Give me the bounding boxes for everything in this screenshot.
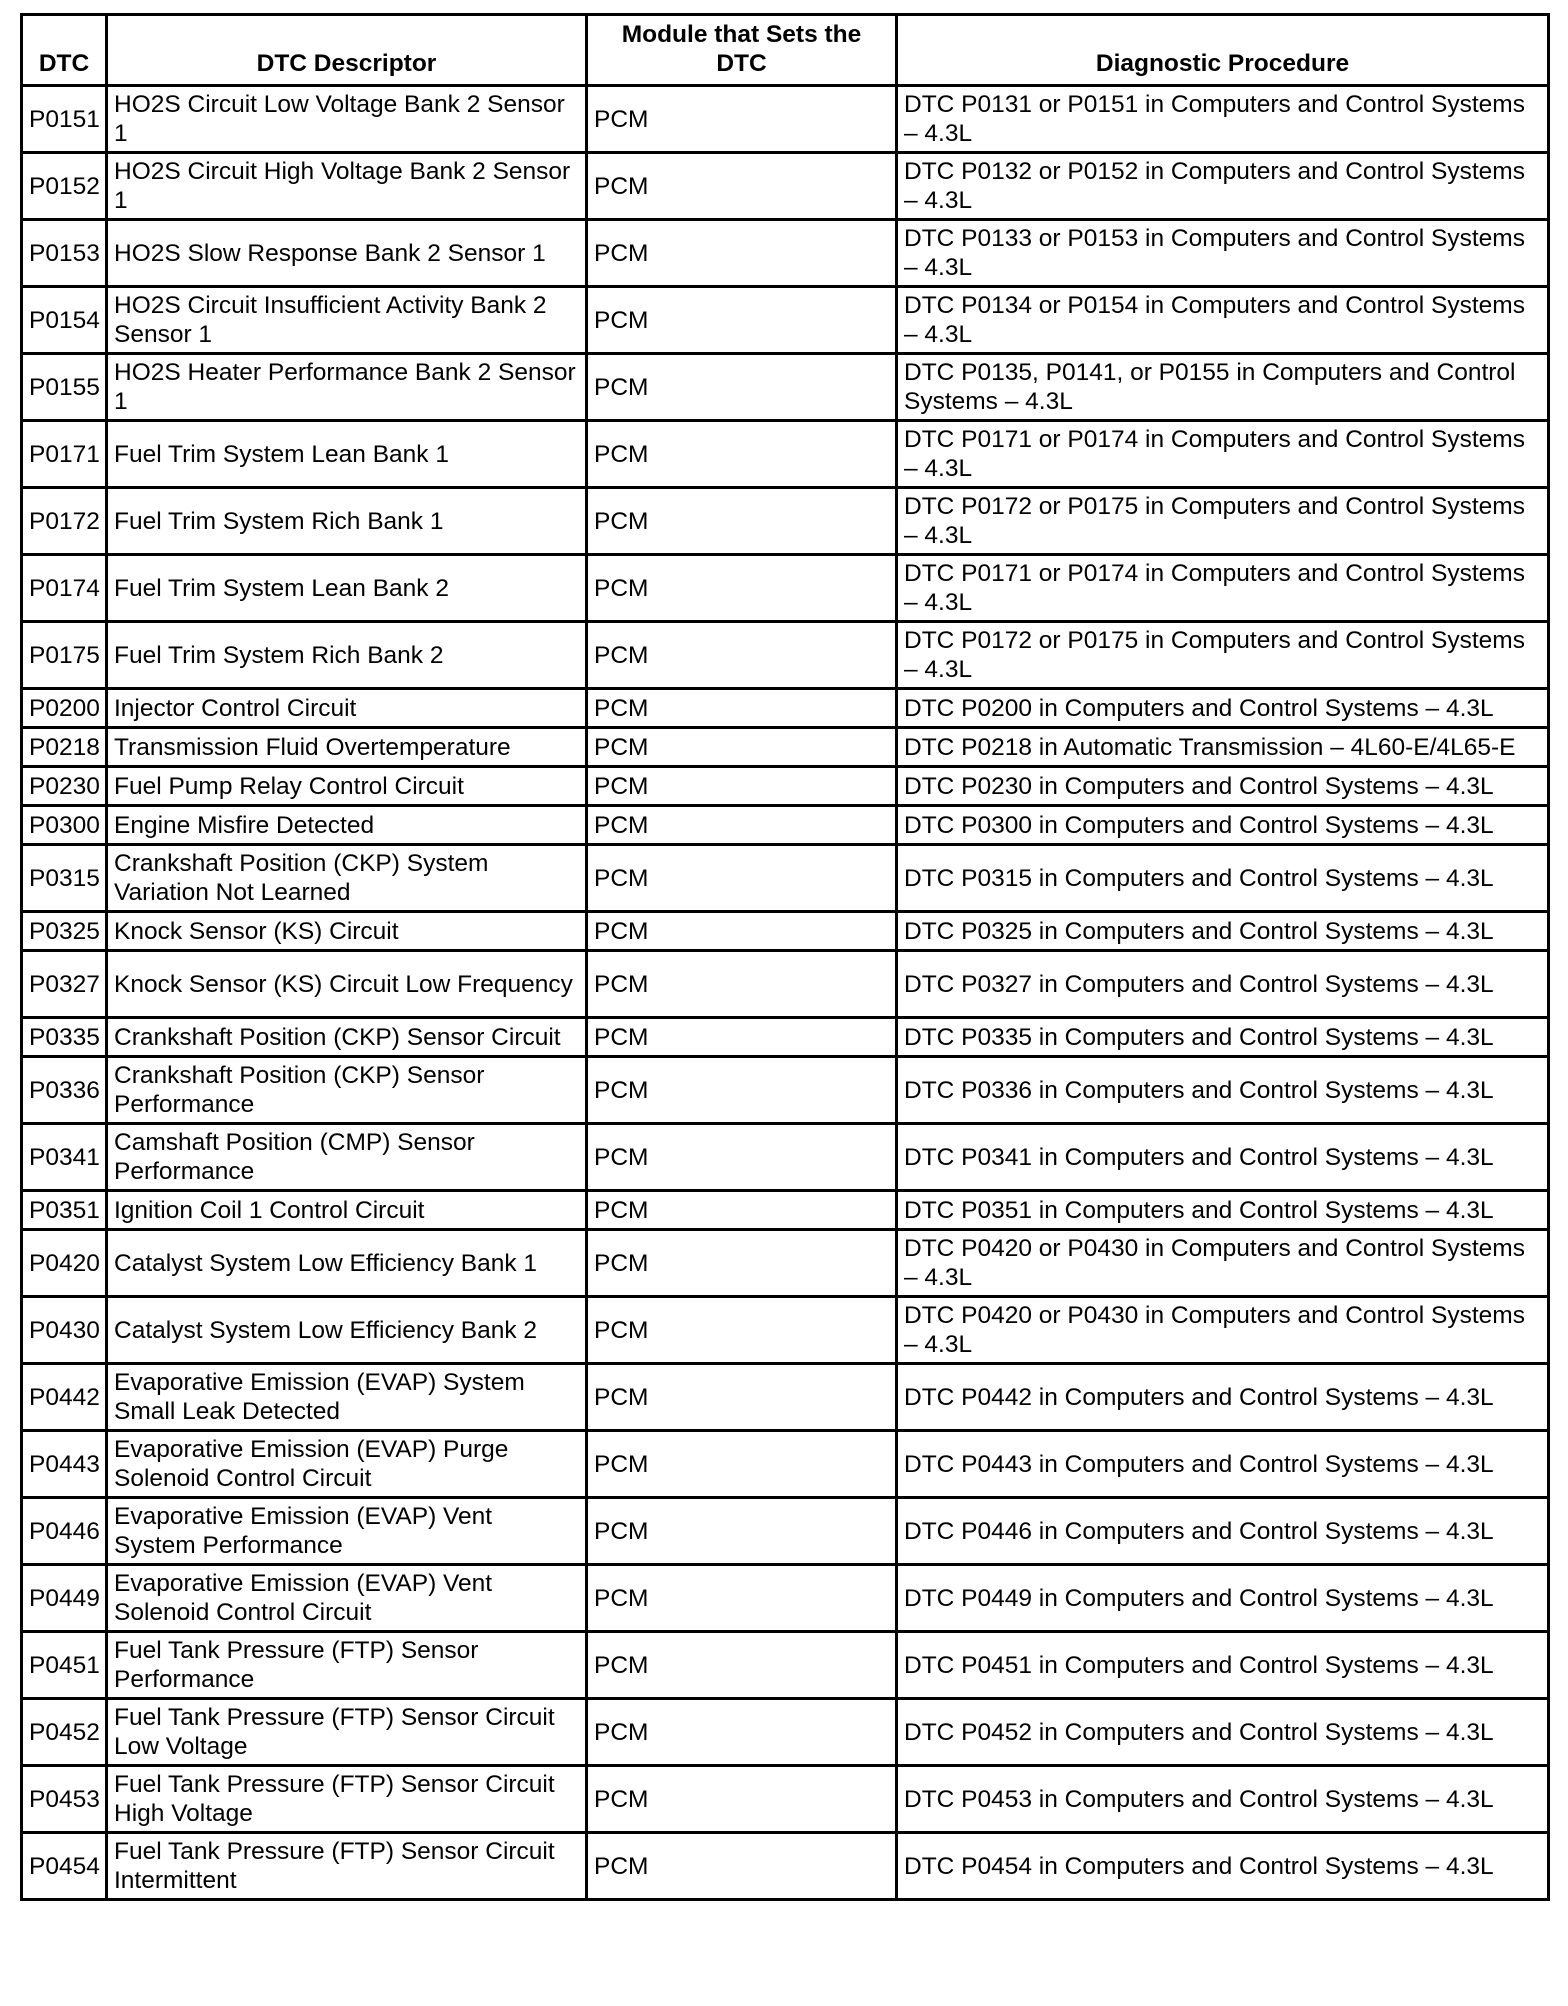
- table-row: [22, 287, 1549, 354]
- dtc-code-cell: P0175: [22, 622, 107, 689]
- dtc-code-cell: P0454: [22, 1833, 107, 1900]
- dtc-code-cell: P0154: [22, 287, 107, 354]
- table-row: [22, 728, 1549, 767]
- procedure-cell: DTC P0453 in Computers and Control Systems – 4.3L: [897, 1766, 1549, 1833]
- dtc-code-cell: P0442: [22, 1364, 107, 1431]
- dtc-descriptor-cell: Fuel Tank Pressure (FTP) Sensor Performance: [107, 1632, 587, 1699]
- table-row: [22, 1124, 1549, 1191]
- procedure-cell: DTC P0443 in Computers and Control Systems – 4.3L: [897, 1431, 1549, 1498]
- dtc-code-cell: P0449: [22, 1565, 107, 1632]
- dtc-descriptor-cell: Camshaft Position (CMP) Sensor Performance: [107, 1124, 587, 1191]
- dtc-descriptor-cell: Catalyst System Low Efficiency Bank 1: [107, 1230, 587, 1297]
- module-cell: PCM: [587, 220, 897, 287]
- module-cell: PCM: [587, 1018, 897, 1057]
- module-cell: PCM: [587, 1498, 897, 1565]
- module-cell: PCM: [587, 354, 897, 421]
- module-cell: PCM: [587, 767, 897, 806]
- procedure-cell: DTC P0300 in Computers and Control Systems – 4.3L: [897, 806, 1549, 845]
- dtc-code-cell: P0453: [22, 1766, 107, 1833]
- procedure-cell: DTC P0351 in Computers and Control Systems – 4.3L: [897, 1191, 1549, 1230]
- dtc-descriptor-cell: Knock Sensor (KS) Circuit: [107, 912, 587, 951]
- dtc-code-cell: P0174: [22, 555, 107, 622]
- table-row: [22, 845, 1549, 912]
- dtc-descriptor-cell: Injector Control Circuit: [107, 689, 587, 728]
- module-cell: PCM: [587, 1191, 897, 1230]
- procedure-cell: DTC P0132 or P0152 in Computers and Control Systems – 4.3L: [897, 153, 1549, 220]
- procedure-cell: DTC P0133 or P0153 in Computers and Control Systems – 4.3L: [897, 220, 1549, 287]
- dtc-code-cell: P0151: [22, 86, 107, 153]
- module-cell: PCM: [587, 951, 897, 1018]
- table-row: [22, 153, 1549, 220]
- procedure-cell: DTC P0336 in Computers and Control Systems – 4.3L: [897, 1057, 1549, 1124]
- procedure-cell: DTC P0172 or P0175 in Computers and Control Systems – 4.3L: [897, 488, 1549, 555]
- dtc-code-cell: P0153: [22, 220, 107, 287]
- table-row: [22, 912, 1549, 951]
- dtc-descriptor-cell: Evaporative Emission (EVAP) Vent System Performance: [107, 1498, 587, 1565]
- table-row: [22, 1833, 1549, 1900]
- module-cell: PCM: [587, 86, 897, 153]
- procedure-cell: DTC P0420 or P0430 in Computers and Control Systems – 4.3L: [897, 1297, 1549, 1364]
- table-row: [22, 421, 1549, 488]
- dtc-code-cell: P0443: [22, 1431, 107, 1498]
- dtc-descriptor-cell: HO2S Circuit Insufficient Activity Bank 2 Sensor 1: [107, 287, 587, 354]
- dtc-descriptor-cell: Catalyst System Low Efficiency Bank 2: [107, 1297, 587, 1364]
- dtc-code-cell: P0335: [22, 1018, 107, 1057]
- dtc-code-cell: P0341: [22, 1124, 107, 1191]
- dtc-code-cell: P0451: [22, 1632, 107, 1699]
- procedure-cell: DTC P0420 or P0430 in Computers and Control Systems – 4.3L: [897, 1230, 1549, 1297]
- dtc-code-cell: P0325: [22, 912, 107, 951]
- procedure-cell: DTC P0449 in Computers and Control Systems – 4.3L: [897, 1565, 1549, 1632]
- table-row: [22, 1565, 1549, 1632]
- module-cell: PCM: [587, 1766, 897, 1833]
- procedure-cell: DTC P0442 in Computers and Control Systems – 4.3L: [897, 1364, 1549, 1431]
- procedure-cell: DTC P0335 in Computers and Control Systems – 4.3L: [897, 1018, 1549, 1057]
- procedure-cell: DTC P0327 in Computers and Control Systems – 4.3L: [897, 951, 1549, 1018]
- procedure-cell: DTC P0171 or P0174 in Computers and Control Systems – 4.3L: [897, 421, 1549, 488]
- table-row: [22, 555, 1549, 622]
- dtc-code-cell: P0315: [22, 845, 107, 912]
- table-row: [22, 806, 1549, 845]
- dtc-code-cell: P0152: [22, 153, 107, 220]
- table-row: [22, 1018, 1549, 1057]
- procedure-cell: DTC P0172 or P0175 in Computers and Control Systems – 4.3L: [897, 622, 1549, 689]
- module-cell: PCM: [587, 287, 897, 354]
- header-dtc: DTC: [22, 15, 107, 86]
- table-row: [22, 1057, 1549, 1124]
- dtc-descriptor-cell: Knock Sensor (KS) Circuit Low Frequency: [107, 951, 587, 1018]
- table-row: [22, 1191, 1549, 1230]
- module-cell: PCM: [587, 1124, 897, 1191]
- dtc-code-cell: P0155: [22, 354, 107, 421]
- dtc-descriptor-cell: HO2S Heater Performance Bank 2 Sensor 1: [107, 354, 587, 421]
- procedure-cell: DTC P0451 in Computers and Control Systems – 4.3L: [897, 1632, 1549, 1699]
- module-cell: PCM: [587, 1632, 897, 1699]
- dtc-code-cell: P0200: [22, 689, 107, 728]
- header-procedure: Diagnostic Procedure: [897, 15, 1549, 86]
- table-row: [22, 488, 1549, 555]
- module-cell: PCM: [587, 1364, 897, 1431]
- dtc-descriptor-cell: Fuel Trim System Rich Bank 1: [107, 488, 587, 555]
- dtc-descriptor-cell: HO2S Circuit High Voltage Bank 2 Sensor 1: [107, 153, 587, 220]
- procedure-cell: DTC P0134 or P0154 in Computers and Control Systems – 4.3L: [897, 287, 1549, 354]
- dtc-code-cell: P0336: [22, 1057, 107, 1124]
- procedure-cell: DTC P0341 in Computers and Control Systems – 4.3L: [897, 1124, 1549, 1191]
- procedure-cell: DTC P0315 in Computers and Control Systems – 4.3L: [897, 845, 1549, 912]
- dtc-descriptor-cell: Fuel Tank Pressure (FTP) Sensor Circuit High Voltage: [107, 1766, 587, 1833]
- module-cell: PCM: [587, 806, 897, 845]
- dtc-descriptor-cell: Crankshaft Position (CKP) Sensor Circuit: [107, 1018, 587, 1057]
- table-row: [22, 1766, 1549, 1833]
- table-row: [22, 951, 1549, 1018]
- dtc-descriptor-cell: Transmission Fluid Overtemperature: [107, 728, 587, 767]
- module-cell: PCM: [587, 728, 897, 767]
- module-cell: PCM: [587, 1699, 897, 1766]
- dtc-descriptor-cell: Evaporative Emission (EVAP) Vent Solenoid Control Circuit: [107, 1565, 587, 1632]
- dtc-descriptor-cell: Ignition Coil 1 Control Circuit: [107, 1191, 587, 1230]
- table-row: [22, 1632, 1549, 1699]
- module-cell: PCM: [587, 1833, 897, 1900]
- table-row: [22, 622, 1549, 689]
- dtc-code-cell: P0420: [22, 1230, 107, 1297]
- dtc-code-cell: P0430: [22, 1297, 107, 1364]
- module-cell: PCM: [587, 1565, 897, 1632]
- dtc-descriptor-cell: Fuel Trim System Lean Bank 2: [107, 555, 587, 622]
- dtc-descriptor-cell: Fuel Pump Relay Control Circuit: [107, 767, 587, 806]
- procedure-cell: DTC P0452 in Computers and Control Systems – 4.3L: [897, 1699, 1549, 1766]
- table-row: [22, 1431, 1549, 1498]
- procedure-cell: DTC P0454 in Computers and Control Systems – 4.3L: [897, 1833, 1549, 1900]
- procedure-cell: DTC P0446 in Computers and Control Systems – 4.3L: [897, 1498, 1549, 1565]
- module-cell: PCM: [587, 622, 897, 689]
- dtc-code-cell: P0351: [22, 1191, 107, 1230]
- dtc-descriptor-cell: Fuel Trim System Lean Bank 1: [107, 421, 587, 488]
- module-cell: PCM: [587, 488, 897, 555]
- dtc-code-cell: P0171: [22, 421, 107, 488]
- dtc-descriptor-cell: HO2S Slow Response Bank 2 Sensor 1: [107, 220, 587, 287]
- dtc-code-cell: P0300: [22, 806, 107, 845]
- module-cell: PCM: [587, 1230, 897, 1297]
- dtc-descriptor-cell: Crankshaft Position (CKP) System Variation Not Learned: [107, 845, 587, 912]
- header-module: Module that Sets the DTC: [587, 15, 897, 86]
- dtc-code-cell: P0327: [22, 951, 107, 1018]
- dtc-descriptor-cell: Evaporative Emission (EVAP) System Small Leak Detected: [107, 1364, 587, 1431]
- table-row: [22, 767, 1549, 806]
- table-row: [22, 86, 1549, 153]
- dtc-code-cell: P0172: [22, 488, 107, 555]
- table-row: [22, 1364, 1549, 1431]
- table-row: [22, 1297, 1549, 1364]
- header-row: [22, 15, 1549, 86]
- dtc-descriptor-cell: Engine Misfire Detected: [107, 806, 587, 845]
- dtc-code-cell: P0218: [22, 728, 107, 767]
- module-cell: PCM: [587, 421, 897, 488]
- dtc-code-cell: P0230: [22, 767, 107, 806]
- module-cell: PCM: [587, 1297, 897, 1364]
- module-cell: PCM: [587, 1431, 897, 1498]
- procedure-cell: DTC P0218 in Automatic Transmission – 4L60-E/4L65-E: [897, 728, 1549, 767]
- table-row: [22, 1498, 1549, 1565]
- module-cell: PCM: [587, 1057, 897, 1124]
- procedure-cell: DTC P0131 or P0151 in Computers and Control Systems – 4.3L: [897, 86, 1549, 153]
- module-cell: PCM: [587, 555, 897, 622]
- table-row: [22, 689, 1549, 728]
- table-header: [22, 15, 1549, 86]
- module-cell: PCM: [587, 153, 897, 220]
- dtc-descriptor-cell: Crankshaft Position (CKP) Sensor Performance: [107, 1057, 587, 1124]
- dtc-descriptor-cell: Fuel Tank Pressure (FTP) Sensor Circuit Intermittent: [107, 1833, 587, 1900]
- table-row: [22, 1699, 1549, 1766]
- dtc-code-cell: P0446: [22, 1498, 107, 1565]
- module-cell: PCM: [587, 845, 897, 912]
- procedure-cell: DTC P0135, P0141, or P0155 in Computers and Control Systems – 4.3L: [897, 354, 1549, 421]
- table-row: [22, 220, 1549, 287]
- table-row: [22, 1230, 1549, 1297]
- procedure-cell: DTC P0200 in Computers and Control Systems – 4.3L: [897, 689, 1549, 728]
- dtc-code-cell: P0452: [22, 1699, 107, 1766]
- dtc-descriptor-cell: Evaporative Emission (EVAP) Purge Solenoid Control Circuit: [107, 1431, 587, 1498]
- procedure-cell: DTC P0230 in Computers and Control Systems – 4.3L: [897, 767, 1549, 806]
- dtc-table: [20, 13, 1550, 1901]
- module-cell: PCM: [587, 689, 897, 728]
- table-body: [22, 86, 1549, 1900]
- procedure-cell: DTC P0325 in Computers and Control Systems – 4.3L: [897, 912, 1549, 951]
- procedure-cell: DTC P0171 or P0174 in Computers and Control Systems – 4.3L: [897, 555, 1549, 622]
- dtc-descriptor-cell: Fuel Tank Pressure (FTP) Sensor Circuit Low Voltage: [107, 1699, 587, 1766]
- dtc-descriptor-cell: HO2S Circuit Low Voltage Bank 2 Sensor 1: [107, 86, 587, 153]
- header-descriptor: DTC Descriptor: [107, 15, 587, 86]
- dtc-descriptor-cell: Fuel Trim System Rich Bank 2: [107, 622, 587, 689]
- module-cell: PCM: [587, 912, 897, 951]
- table-row: [22, 354, 1549, 421]
